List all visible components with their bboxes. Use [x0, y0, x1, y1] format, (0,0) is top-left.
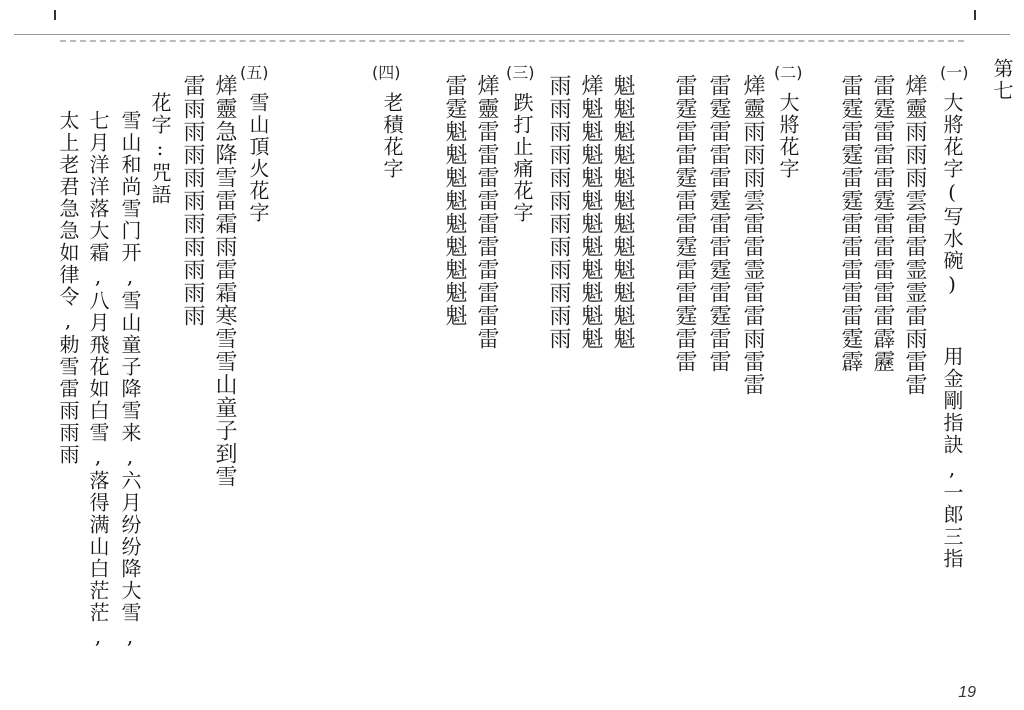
section-5-title: 雪山頂火花字: [246, 92, 270, 224]
section-3-talisman-3: 雨雨雨雨雨雨雨雨雨雨雨雨: [546, 74, 571, 350]
section-1-instruction: 用金剛指訣,一郎三指: [940, 346, 964, 570]
section-3-talisman-1: 魁魁魁魁魁魁魁魁魁魁魁魁: [610, 74, 635, 350]
page-number: 19: [958, 684, 976, 701]
section-5-line-3: 花字:咒語: [148, 92, 172, 206]
section-marker-2: (二): [774, 63, 803, 82]
section-2-talisman-2: 雷霆雷雷雷霆雷雷霆雷霆雷雷: [706, 74, 731, 373]
section-3-title: 跌打止痛花字: [510, 92, 534, 224]
section-1-title: 大將花字(写水碗): [940, 92, 964, 298]
crop-mark-left: [54, 10, 56, 20]
section-2-talisman-1: 㷣靈雨雨雨雲雷雷霊雷雷雨雷雷: [740, 74, 765, 396]
section-marker-5: (五): [240, 63, 269, 82]
section-5-line-2: 雷雨雨雨雨雨雨雨雨雨雨: [180, 74, 205, 327]
section-4-title: 老積花字: [380, 92, 404, 180]
section-1-talisman-2: 雷霆雷雷雷霆雷雷雷雷雷霹靂: [870, 74, 895, 373]
crop-mark-right: [974, 10, 976, 20]
page-top-edge: [14, 34, 1010, 35]
section-marker-1: (一): [940, 63, 969, 82]
section-5-line-1: 㷣靈急降雪雷霜雨雷霜寒雪雪山童子到雪: [212, 74, 237, 488]
section-4-talisman-2: 雷霆魁魁魁魁魁魁魁魁魁: [442, 74, 467, 327]
top-dashed-rule: [60, 40, 964, 42]
section-2-talisman-3: 雷霆雷雷霆雷雷霆雷雷霆雷雷: [672, 74, 697, 373]
section-4-talisman-1: 㷣靈雷雷雷雷雷雷雷雷雷雷: [474, 74, 499, 350]
section-marker-4: (四): [372, 63, 401, 82]
incantation-line-3: 太上老君急急如律令,勅雪雷雨雨雨: [56, 110, 80, 466]
incantation-line-2: 七月洋洋落大霜,八月飛花如白雪,落得满山白茫茫,: [86, 110, 110, 650]
section-1-talisman-1: 㷣靈雨雨雨雲雷雷霊霊雷雨雷雷: [902, 74, 927, 396]
incantation-line-1: 雪山和尚雪门开,雪山童子降雪来,六月纷纷降大雪,: [118, 110, 142, 650]
chapter-header: 第七: [990, 58, 1014, 102]
section-marker-3: (三): [506, 63, 535, 82]
section-3-talisman-2: 㷣魁魁魁魁魁魁魁魁魁魁魁: [578, 74, 603, 350]
section-1-talisman-3: 雷霆雷霆雷霆雷雷雷雷雷霆霹: [838, 74, 863, 373]
section-2-title: 大將花字: [776, 92, 800, 180]
